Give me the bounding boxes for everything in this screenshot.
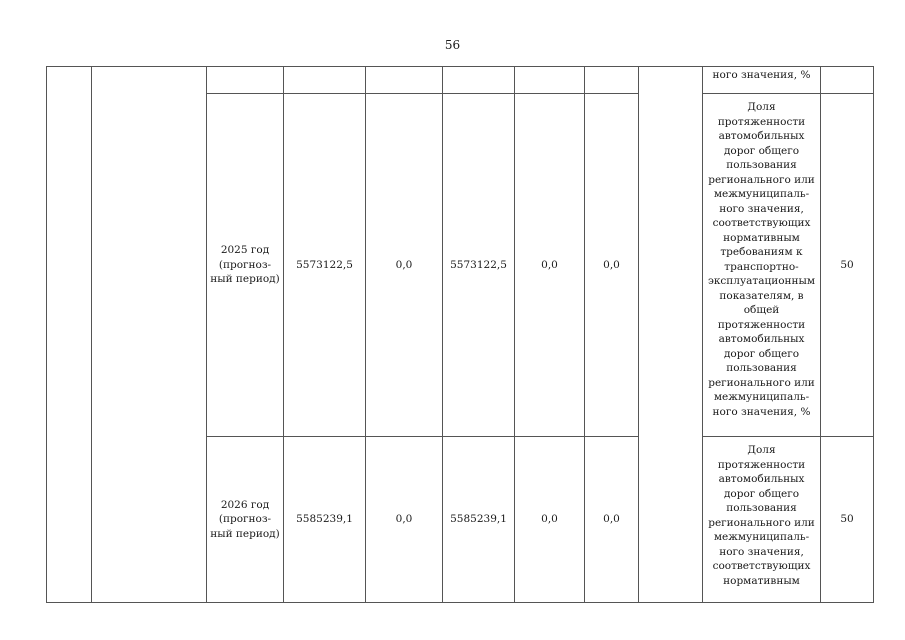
- indicator-line: соответствующих: [712, 217, 811, 229]
- indicator-line: автомобильных: [718, 333, 805, 345]
- indicator-line: нормативным: [723, 231, 800, 244]
- measure-name-cell: [92, 67, 207, 603]
- funding-source-4-cell: 0,0: [585, 437, 639, 603]
- indicator-cell: [703, 94, 821, 437]
- indicator-line: транспортно-: [724, 260, 799, 273]
- indicator-line: Доля: [747, 444, 776, 456]
- funding-source-1-cell: 0,0: [366, 94, 443, 437]
- indicator-line: автомобильных: [718, 130, 805, 142]
- total-funding-cell: 5573122,5: [284, 94, 366, 437]
- funding-source-2-cell: 5573122,5: [443, 94, 515, 437]
- indicator-line: регионального или: [708, 173, 815, 186]
- indicator-line: ного значения,: [719, 202, 804, 215]
- funding-source-2-cell: 5585239,1: [443, 437, 515, 603]
- funding-source-2-cell: [443, 67, 515, 94]
- indicator-line: межмуниципаль-: [713, 188, 810, 200]
- target-value-cell: 50: [821, 94, 874, 437]
- indicator-cell: [703, 437, 821, 603]
- total-funding-cell: [284, 67, 366, 94]
- target-value-cell: 50: [821, 437, 874, 603]
- indicator-line: показателям, в: [719, 289, 804, 302]
- funding-source-3-cell: 0,0: [515, 94, 585, 437]
- indicator-line: ного значения, %: [712, 405, 811, 418]
- indicator-line: межмуниципаль-: [713, 391, 810, 403]
- funding-source-3-cell: [515, 67, 585, 94]
- indicator-line: ного значения, %: [712, 69, 811, 81]
- row-number-cell: [47, 67, 92, 603]
- indicator-line: протяженности: [717, 115, 806, 128]
- indicator-line: эксплуатационным: [707, 275, 816, 287]
- indicator-line: регионального или: [708, 516, 815, 529]
- funding-source-3-cell: 0,0: [515, 437, 585, 603]
- indicator-line: автомобильных: [718, 473, 805, 485]
- page-number: 56: [444, 38, 461, 52]
- indicator-line: пользования: [726, 502, 797, 514]
- indicator-line: дорог общего: [723, 144, 800, 157]
- indicator-line: протяженности: [717, 318, 806, 331]
- budget-table: [46, 66, 874, 603]
- indicator-line: ного значения,: [719, 545, 804, 558]
- target-value-cell: [821, 67, 874, 94]
- total-funding-cell: 5585239,1: [284, 437, 366, 603]
- indicator-cell: [703, 67, 821, 94]
- table-row: [47, 67, 874, 94]
- indicator-line: Доля: [747, 101, 776, 113]
- period-cell: 2026 год (прогноз-ный период): [207, 437, 284, 603]
- indicator-line: дорог общего: [723, 487, 800, 500]
- indicator-line: пользования: [726, 362, 797, 374]
- indicator-line: протяженности: [717, 458, 806, 471]
- indicator-line: межмуниципаль-: [713, 531, 810, 543]
- funding-source-1-cell: 0,0: [366, 437, 443, 603]
- funding-source-1-cell: [366, 67, 443, 94]
- indicator-line: пользования: [726, 159, 797, 171]
- period-cell: 2025 год (прогноз-ный период): [207, 94, 284, 437]
- indicator-line: нормативным: [723, 574, 800, 587]
- period-cell: [207, 67, 284, 94]
- indicator-line: дорог общего: [723, 347, 800, 360]
- indicator-line: регионального или: [708, 376, 815, 389]
- executor-cell: [639, 67, 703, 603]
- funding-source-4-cell: 0,0: [585, 94, 639, 437]
- indicator-line: общей: [743, 304, 780, 316]
- indicator-line: соответствующих: [712, 560, 811, 572]
- indicator-line: требованиям к: [720, 246, 803, 258]
- funding-source-4-cell: [585, 67, 639, 94]
